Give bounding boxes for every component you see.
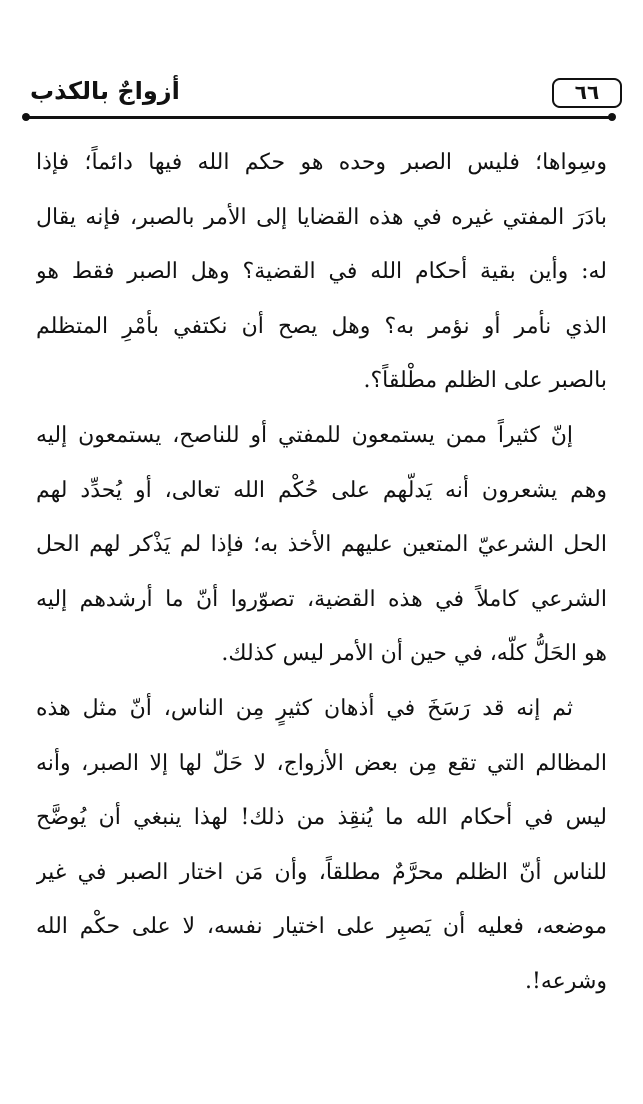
text-line: وسِواها؛ فليس الصبر وحده هو حكم الله فيها دائماً؛ فإذا [36, 150, 607, 175]
running-title: أزواجٌ بالكذب [30, 77, 180, 105]
header-rule-end-dot [22, 113, 30, 121]
text-line: وهم يشعرون أنه يَدلّهم على حُكْم الله تعالى، أو يُحدِّد لهم [36, 477, 607, 503]
text-line: ليس في أحكام الله ما يُنقِذ من ذلك! لهذا ينبغي أن يُوضَّح [36, 805, 607, 831]
page-number-box: ٦٦ [552, 78, 622, 108]
text-line: بالصبر على الظلم مطْلقاً؟. [363, 368, 607, 394]
text-line: له: وأين بقية أحكام الله في القضية؟ وهل الصبر فقط هو [36, 259, 607, 285]
text-line: الذي نأمر أو نؤمر به؟ وهل يصح أن نكتفي بأمْرِ المتظلم [36, 313, 607, 339]
page-header [22, 74, 622, 118]
text-line: ثم إنه قد رَسَخَ في أذهان كثيرٍ مِن الناس، أنّ مثل هذه [36, 695, 573, 721]
header-rule-end-dot [608, 113, 616, 121]
body-text [36, 136, 607, 1010]
text-line: للناس أنّ الظلم محرَّمٌ مطلقاً، وأن مَن اختار الصبر في غير [36, 859, 607, 885]
text-line: إنّ كثيراً ممن يستمعون للمفتي أو للناصح، يستمعون إليه [36, 422, 573, 448]
text-line: هو الحَلُّ كلّه، في حين أن الأمر ليس كذلك. [221, 641, 607, 667]
text-line: المظالم التي تقع مِن بعض الأزواج، لا حَلّ لها إلا الصبر، وأنه [36, 750, 607, 776]
text-line: الحل الشرعيّ المتعين عليهم الأخذ به؛ فإذا لم يَذْكر لهم الحل [36, 532, 607, 558]
text-line: الشرعي كاملاً في هذه القضية، تصوّروا أنّ ما أرشدهم إليه [36, 586, 607, 612]
text-line: موضعه، فعليه أن يَصبِر على اختيار نفسه، لا على حكْم الله [36, 914, 607, 940]
text-line: وشرعه!. [525, 968, 607, 994]
header-rule [28, 116, 610, 119]
text-line: بادَرَ المفتي غيره في هذه القضايا إلى الأمر بالصبر، فإنه يقال [36, 204, 607, 230]
